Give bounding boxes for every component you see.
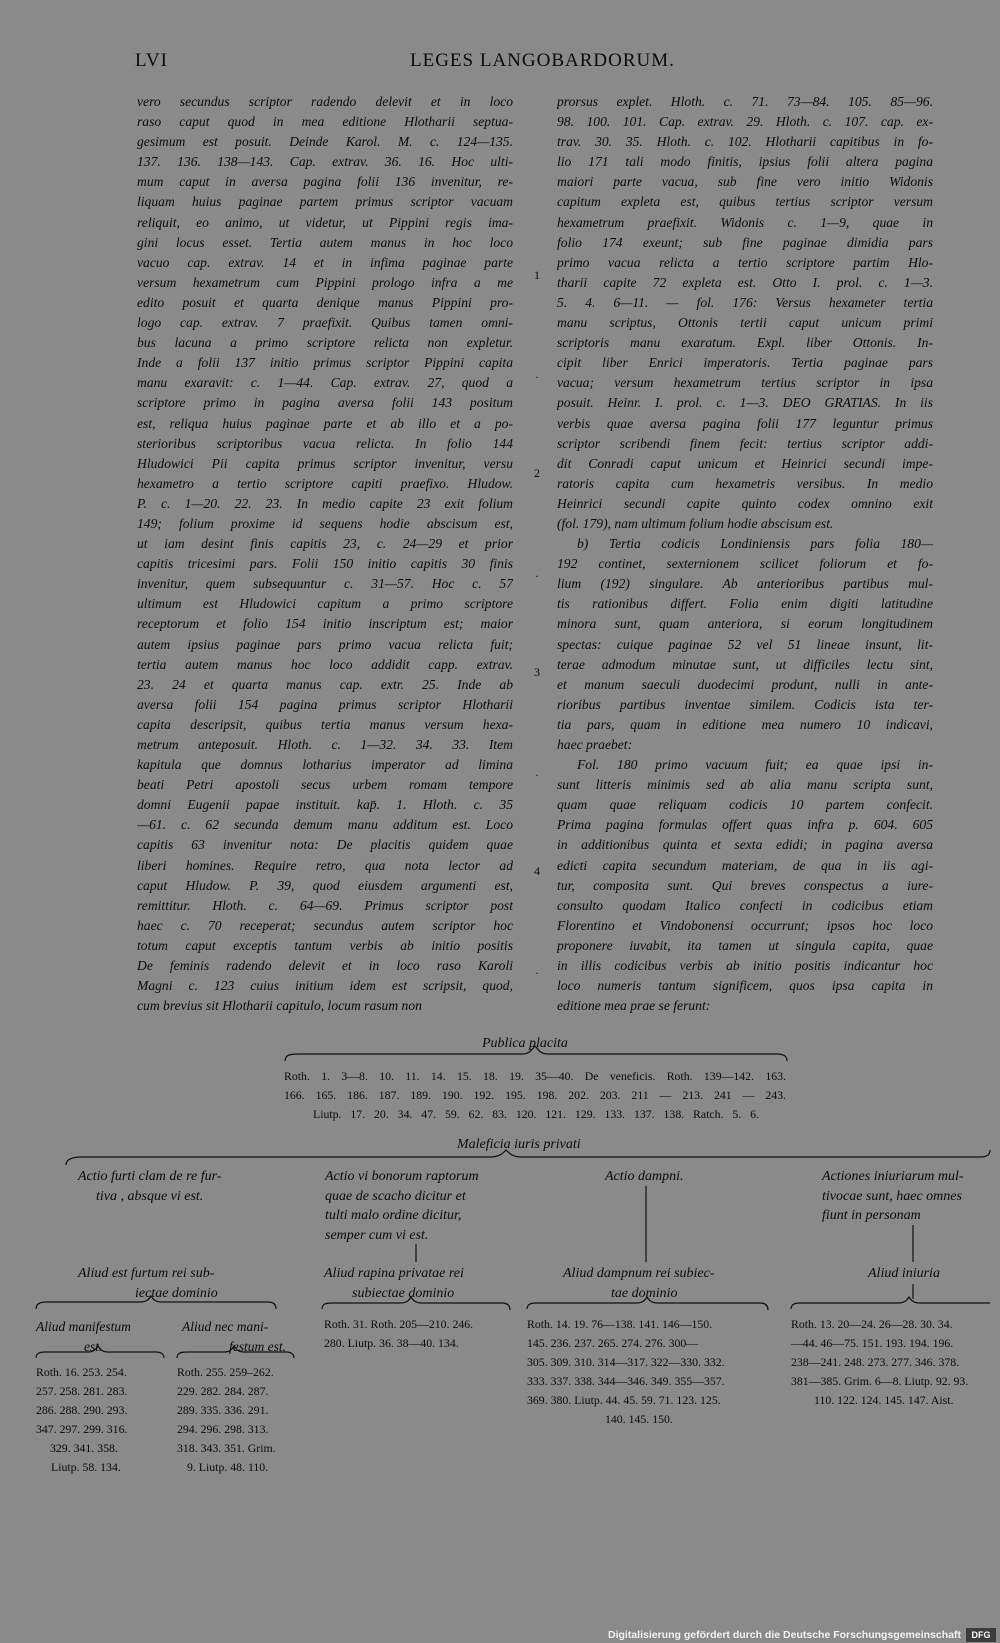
text-line: versum hexametrum cum Pippini prologo infra a me bbox=[137, 274, 513, 290]
text-line: scriptoris manu exaratum. Expl. liber Ottonis. In- bbox=[557, 335, 933, 351]
text-line: spectas: cuique paginae 52 vel 51 lineae insunt, lit- bbox=[557, 636, 933, 652]
text-line: tia pars, quam in editione mea numero 10 indicavi, bbox=[557, 716, 933, 732]
text-line: bus lacuna a primo scriptore relicta non expletur. bbox=[137, 335, 513, 351]
text-line: Actiones iniuriarum mul- bbox=[822, 1169, 964, 1184]
text-line: vero secundus scriptor radendo delevit et in loco bbox=[137, 94, 513, 109]
text-line: 137. 136. 138—143. Cap. extrav. 36. 16. Hoc ulti- bbox=[137, 154, 513, 170]
actio-furti-brace bbox=[36, 1296, 276, 1309]
text-line: —61. c. 62 secunda demum manu additum est. Loco bbox=[137, 817, 513, 833]
text-line: posuit. Heinr. I. prol. c. 1—3. DEO GRATIAS. In iis bbox=[557, 395, 933, 411]
text-line: Aliud est furtum rei sub- bbox=[78, 1266, 215, 1281]
text-line: minora sunt, quam anteriora, si eorum longitudinem bbox=[557, 616, 933, 632]
text-line: 98. 100. 101. Cap. extrav. 29. Hloth. c. 107. cap. ex- bbox=[557, 114, 933, 130]
text-line: vacuo cap. extrav. 14 et in infima paginae parte bbox=[137, 254, 513, 270]
text-line: 289. 335. 336. 291. bbox=[177, 1403, 269, 1417]
text-line: capita descripsit, quibus tertia manus versum hexa- bbox=[137, 716, 513, 732]
text-line: invenitur, quem subsequuntur c. 31—57. Hoc c. 57 bbox=[137, 576, 513, 592]
text-line: Fol. 180 primo vacuum fuit; ea quae ipsi in- bbox=[577, 757, 933, 773]
text-line: 329. 341. 358. bbox=[50, 1441, 118, 1455]
text-line: Roth. 16. 253. 254. bbox=[36, 1365, 127, 1379]
text-line: Inde a folii 137 initio primus scriptor Pippini capita bbox=[137, 355, 513, 371]
text-line: cum brevius sit Hlotharii capitulo, locum rasum non bbox=[137, 998, 422, 1014]
maleficia-title: Maleficia iuris privati bbox=[457, 1137, 581, 1152]
text-line: haec praebet: bbox=[557, 737, 633, 752]
text-line: Aliud nec mani- bbox=[182, 1319, 269, 1334]
text-line: 229. 282. 284. 287. bbox=[177, 1384, 269, 1398]
text-line: raso caput quod in mea editione Hlotharii septua- bbox=[137, 114, 513, 130]
text-line: manu scriptus, Ottonis tertii caput unicum primi bbox=[557, 315, 933, 331]
text-line: 238—241. 248. 273. 277. 346. 378. bbox=[791, 1355, 960, 1369]
text-line: Liutp. 58. 134. bbox=[51, 1460, 121, 1474]
text-line: quae de scacho dicitur et bbox=[325, 1188, 466, 1204]
text-line: scriptor scribendi finem fecit: tertius scriptor addi- bbox=[557, 435, 933, 451]
text-line: Aliud dampnum rei subiec- bbox=[563, 1266, 715, 1281]
text-line: terae admodum minutae sunt, ut difficiles lectu sint, bbox=[557, 656, 933, 672]
line-number: . bbox=[535, 566, 539, 580]
text-line: prorsus explet. Hloth. c. 71. 73—84. 105. 85—96. bbox=[557, 94, 933, 109]
text-line: Aliud iniuria bbox=[868, 1266, 940, 1281]
text-line: fiunt in personam bbox=[822, 1208, 921, 1223]
text-line: beati Petri apostoli secus urbem romam tempore bbox=[137, 777, 513, 793]
text-line: proponere iuvabit, ita tamen ut singula capita, quae bbox=[557, 937, 933, 953]
text-line: autem ipsius paginae pars primo vacua relicta fuit; bbox=[137, 636, 513, 652]
text-line: manu exaravit: c. 1—44. Cap. extrav. 27, quod a bbox=[137, 375, 513, 391]
text-line: est, reliqua huius paginae parte et ab illo et a po- bbox=[137, 415, 513, 431]
dfg-logo: DFG bbox=[966, 1628, 996, 1642]
publica-placita-line: 166. 165. 186. 187. 189. 190. 192. 195. 198. 202. 203. 211 — 213. 241 — 243. bbox=[284, 1088, 786, 1102]
text-line: tulti malo ordine dicitur, bbox=[325, 1208, 462, 1223]
text-line: 5. 4. 6—11. — fol. 176: Versus hexameter tertia bbox=[557, 294, 933, 310]
text-line: subiectae dominio bbox=[352, 1285, 455, 1301]
publica-placita-line: Liutp. 17. 20. 34. 47. 59. 62. 83. 120. 121. 129. 133. 137. 138. Ratch. 5. 6. bbox=[313, 1107, 759, 1121]
text-line: festum est. bbox=[229, 1338, 286, 1354]
text-line: 333. 337. 338. 344—346. 349. 355—357. bbox=[527, 1374, 725, 1388]
text-line: Magni c. 123 cuius initium idem est scripsit, quod, bbox=[137, 978, 513, 994]
text-line: Heinrici secundi capite quinto codex omnino exit bbox=[557, 495, 933, 511]
publica-placita-brace bbox=[285, 1046, 787, 1061]
text-line: 294. 296. 298. 313. bbox=[177, 1422, 269, 1436]
text-line: remittitur. Hloth. c. 64—69. Primus scriptor post bbox=[137, 897, 513, 913]
text-line: hexametrum praefixit. Widonis c. 1—9, quae in bbox=[557, 214, 933, 230]
line-number: 2 bbox=[534, 466, 540, 480]
text-line: Roth. 255. 259–262. bbox=[177, 1365, 274, 1379]
page-number: LVI bbox=[135, 50, 168, 71]
footer-text: Digitalisierung gefördert durch die Deutsche Forschungsgemeinschaft bbox=[608, 1629, 961, 1641]
text-line: ut iam desint finis capitis 23, c. 24—29 et prior bbox=[137, 536, 513, 552]
text-line: et manum saeculi duodecimi produnt, nulli in ante- bbox=[557, 676, 933, 692]
text-line: Roth. 31. Roth. 205—210. 246. bbox=[324, 1317, 474, 1331]
text-line: folio 174 exeunt; sub fine paginae dimidia pars bbox=[557, 234, 933, 250]
text-line: Prima pagina formulas offert quas infra p. 604. 605 bbox=[557, 817, 933, 833]
text-line: 23. 24 et quarta manus cap. extr. 25. Inde ab bbox=[137, 676, 513, 692]
text-line: rioribus partibus inventae similem. Codicis ista ter- bbox=[557, 696, 933, 712]
text-line: Actio vi bonorum raptorum bbox=[325, 1169, 479, 1184]
text-line: edito posuit et quarta denique manus Pippini pro- bbox=[137, 294, 513, 310]
text-line: (fol. 179), nam ultimum folium hodie abscisum est. bbox=[557, 515, 834, 531]
text-line: 347. 297. 299. 316. bbox=[36, 1422, 128, 1436]
actio-vi-brace bbox=[322, 1297, 510, 1310]
text-line: P. c. 1—20. 22. 23. In medio capite 23 exit folium bbox=[137, 495, 513, 511]
text-line: metrum anteposuit. Hloth. c. 1—32. 34. 33. Item bbox=[137, 737, 513, 752]
text-line: aversa folii 154 pagina primus scriptor Hlotharii bbox=[137, 696, 513, 712]
text-line: 257. 258. 281. 283. bbox=[36, 1384, 128, 1398]
text-line: tur, composita sunt. Qui breves conspectus a iure- bbox=[557, 877, 933, 893]
text-line: cipit liber Enrici imperatoris. Tertia paginae pars bbox=[557, 355, 933, 371]
text-line: Aliud rapina privatae rei bbox=[324, 1266, 464, 1281]
text-line: Actio furti clam de re fur- bbox=[78, 1169, 222, 1184]
text-line: gini locus esset. Tertia autem manus in hoc loco bbox=[137, 234, 513, 250]
line-number: 4 bbox=[534, 864, 540, 878]
text-line: semper cum vi est. bbox=[325, 1227, 429, 1243]
text-line: Roth. 13. 20—24. 26—28. 30. 34. bbox=[791, 1317, 953, 1331]
text-line: capitum expleta est, quibus tertius scriptor versum bbox=[557, 194, 933, 210]
text-line: 305. 309. 310. 314—317. 322—330. 332. bbox=[527, 1355, 725, 1369]
text-line: scriptore primo in pagina aversa folii 143 positum bbox=[137, 395, 513, 411]
text-line: receptorum et folio 154 initio inscriptum est; maior bbox=[137, 616, 513, 632]
text-line: tiva , absque vi est. bbox=[96, 1188, 204, 1204]
text-line: capitis tricesimi pars. Folii 150 initio capitis 30 finis bbox=[137, 556, 513, 572]
text-line: est. bbox=[84, 1338, 103, 1354]
text-line: lium (192) singulare. Ab anterioribus partibus mul- bbox=[557, 576, 933, 592]
text-line: sunt litteris minimis sed ab alia manu scripta sunt, bbox=[557, 777, 933, 793]
text-line: 140. 145. 150. bbox=[605, 1412, 673, 1426]
text-line: 369. 380. Liutp. 44. 45. 59. 71. 123. 125. bbox=[527, 1393, 721, 1407]
text-line: primo vacua relicta a tertio scriptore partim Hlo- bbox=[557, 254, 933, 270]
text-line: kapitula que domnus lotharius imperator ad limina bbox=[137, 757, 513, 773]
text-line: 286. 288. 290. 293. bbox=[36, 1403, 128, 1417]
text-line: tae dominio bbox=[611, 1285, 678, 1301]
text-line: liberi homines. Require retro, qua nota lector ad bbox=[137, 857, 513, 873]
line-number: . bbox=[535, 963, 539, 977]
text-line: maiori parte vacua, sub fine vero initio Widonis bbox=[557, 174, 933, 190]
running-title: LEGES LANGOBARDORUM. bbox=[410, 50, 675, 71]
text-line: reliquit, eo animo, ut videtur, ut Pippini regis ima- bbox=[137, 214, 513, 230]
text-line: vacua; versum hexametrum tertius scriptor in ipsa bbox=[557, 375, 933, 391]
text-line: ratoris capita cum hexametris versibus. In medio bbox=[557, 475, 933, 491]
text-line: De feminis radendo delevit et in loco raso Karoli bbox=[137, 958, 513, 974]
publica-placita-title: Publica placita bbox=[482, 1036, 568, 1051]
text-line: 149; folium proxime id sequens hodie abscisum est, bbox=[137, 515, 513, 531]
text-line: quam quae reliquam codicis 10 partem confecit. bbox=[557, 797, 933, 813]
text-line: in additionibus quinta et sexta edidi; in pagina aversa bbox=[557, 837, 933, 853]
text-line: Florentino et Vindobonensi occurrunt; ipsos hoc loco bbox=[557, 917, 933, 933]
text-line: tis rationibus differt. Folia enim digiti latitudine bbox=[557, 596, 933, 612]
text-line: 145. 236. 237. 265. 274. 276. 300— bbox=[527, 1336, 699, 1350]
line-number: . bbox=[535, 765, 539, 779]
text-line: gesimum est posuit. Deinde Karol. M. c. 124—135. bbox=[137, 134, 513, 150]
text-line: haec c. 70 receperat; secundus autem scriptor hoc bbox=[137, 917, 513, 933]
publica-placita-line: Roth. 1. 3—8. 10. 11. 14. 15. 18. 19. 35—40. De veneficis. Roth. 139—142. 163. bbox=[284, 1069, 786, 1083]
text-line: tivocae sunt, haec omnes bbox=[822, 1188, 962, 1204]
text-line: lio 171 tali modo finitis, ipsius folii altera pagina bbox=[557, 154, 933, 170]
text-line: Actio dampni. bbox=[605, 1169, 684, 1184]
text-line: totum caput exceptis tantum verbis ab initio positis bbox=[137, 937, 513, 953]
text-line: consulto quodam Italico confecti in codicibus etiam bbox=[557, 897, 933, 913]
text-line: sterioribus scriptoribus vacua relicta. In folio 144 bbox=[137, 435, 513, 451]
text-line: 9. Liutp. 48. 110. bbox=[187, 1460, 269, 1474]
line-number: . bbox=[535, 367, 539, 381]
text-line: 318. 343. 351. Grim. bbox=[177, 1441, 276, 1455]
maleficia-brace bbox=[66, 1150, 990, 1165]
text-line: —44. 46—75. 151. 193. 194. 196. bbox=[791, 1336, 954, 1350]
text-line: logo cap. extrav. 7 praefixit. Quibus tamen omni- bbox=[137, 315, 513, 331]
manifestum-brace bbox=[36, 1346, 164, 1358]
text-line: verbis quae aversa pagina folii 177 leguntur primus bbox=[557, 415, 933, 431]
text-line: capitis 63 invenitur nota: De placitis quidem quae bbox=[137, 837, 513, 853]
text-line: 192 continet, sexternionem scilicet foliorum et fo- bbox=[557, 556, 933, 572]
text-line: trav. 30. 35. Hloth. c. 102. Hlotharii capitibus in fo- bbox=[557, 134, 933, 150]
text-line: editione mea prae se ferunt: bbox=[557, 998, 711, 1014]
actio-damni-brace bbox=[527, 1297, 768, 1310]
text-line: 110. 122. 124. 145. 147. Aist. bbox=[814, 1393, 954, 1407]
text-line: 381—385. Grim. 6—8. Liutp. 92. 93. bbox=[791, 1374, 969, 1388]
text-line: dit Conradi caput unicum et Heinrici secundi impe- bbox=[557, 455, 933, 471]
text-line: in illis codicibus verbis ab initio positis indicantur hoc bbox=[557, 958, 933, 974]
actio-iniuriarum-brace bbox=[791, 1297, 990, 1309]
line-number: 1 bbox=[534, 268, 540, 282]
text-line: mum caput in aversa pagina folii 136 invenitur, re- bbox=[137, 174, 513, 190]
text-line: tertia autem manus hoc loco addidit capp. extrav. bbox=[137, 656, 513, 672]
text-line: loco numeris tantum significem, quos ipsa capita in bbox=[557, 978, 933, 994]
text-line: iectae dominio bbox=[135, 1285, 218, 1301]
text-line: Aliud manifestum bbox=[36, 1319, 131, 1334]
text-line: hexametro a tertio scriptore capiti praefixo. Hludow. bbox=[137, 475, 513, 491]
text-line: tharii capite 72 expleta est. Otto I. prol. c. 1—3. bbox=[557, 274, 933, 290]
text-line: b) Tertia codicis Londiniensis pars folia 180— bbox=[577, 536, 933, 552]
text-line: Hludowici Pii capita primus scriptor invenitur, versu bbox=[137, 455, 513, 471]
text-line: ultimum est Hludowici capitum a primo scriptore bbox=[137, 596, 513, 612]
text-line: caput Hludow. P. 39, quod eiusdem argumenti est, bbox=[137, 877, 513, 893]
nec-manifestum-brace bbox=[177, 1346, 294, 1358]
text-line: Roth. 14. 19. 76—138. 141. 146—150. bbox=[527, 1317, 713, 1331]
text-line: 280. Liutp. 36. 38—40. 134. bbox=[324, 1336, 459, 1350]
text-line: liquam huius paginae partem primus scriptor vacuam bbox=[137, 194, 513, 210]
line-number: 3 bbox=[534, 665, 540, 679]
text-line: edicti capita secundum materiam, de qua in iis agi- bbox=[557, 857, 933, 873]
text-line: domni Eugenii papae instituit. kap̄. 1. Hloth. c. 35 bbox=[137, 797, 513, 813]
